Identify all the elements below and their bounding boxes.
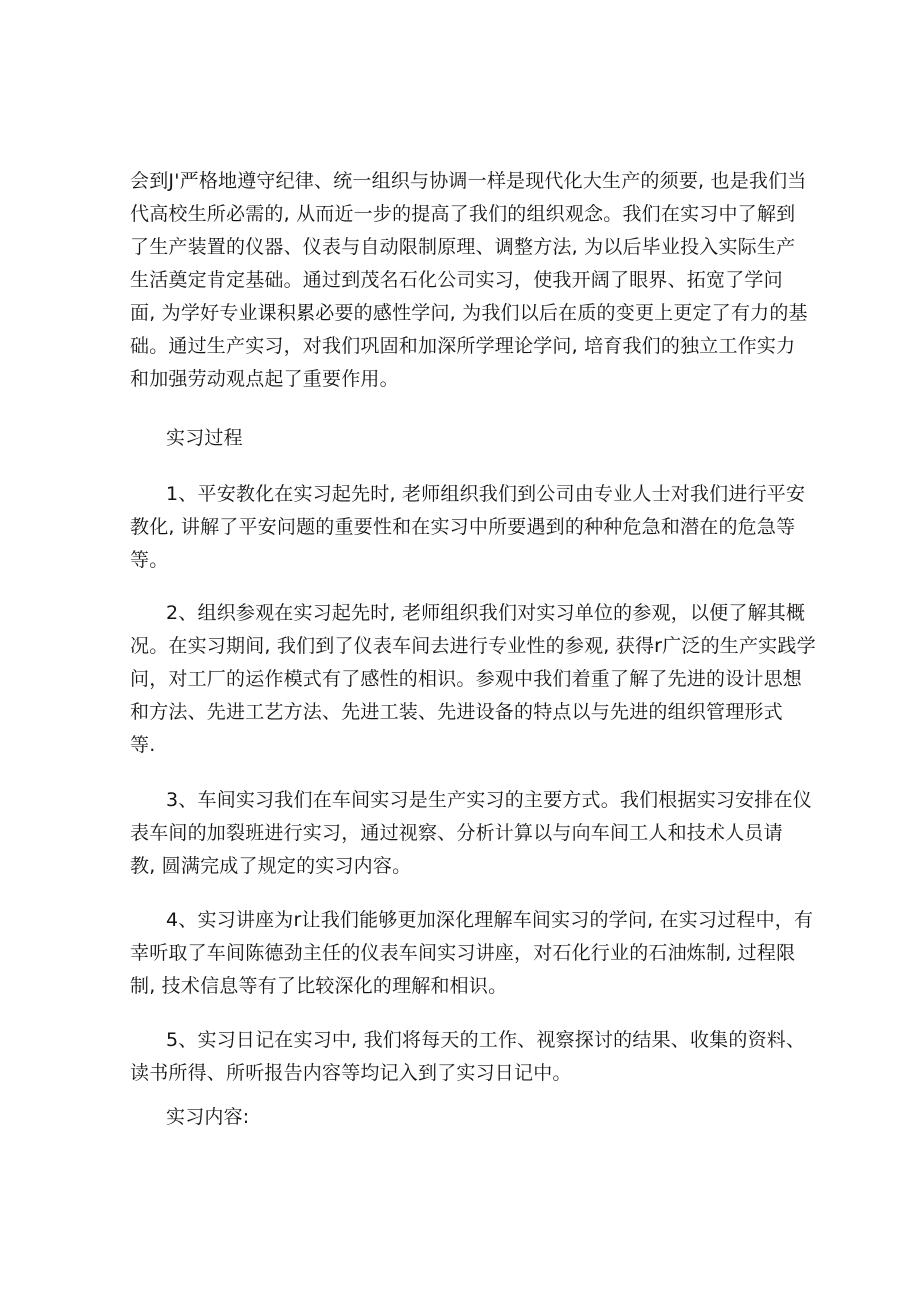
item-4-line: 制, 技术信息等有了比较深化的理解和相识。: [130, 975, 508, 997]
item-3-line: 3、车间实习我们在车间实习是生产实习的主要方式。我们根据实习安排在仪: [166, 789, 812, 811]
item-4-line: 4、实习讲座为r让我们能够更加深化理解车间实习的学问, 在实习过程中，有: [166, 909, 814, 931]
item-1-line: 教化, 讲解了平安问题的重要性和在实习中所要遇到的种种危急和潜在的危急等: [130, 516, 796, 538]
intro-line: 础。通过生产实习，对我们巩固和加深所学理论学问, 培育我们的独立工作实力: [130, 335, 796, 357]
intro-line: 面, 为学好专业课积累必要的感性学问, 为我们以后在质的变更上更定了有力的基: [130, 302, 808, 324]
item-5-line: 读书所得、所听报告内容等均记入到了实习日记中。: [130, 1062, 572, 1084]
item-2-line: 问，对工厂的运作模式有了感性的相识。参观中我们着重了解了先进的设计思想: [130, 668, 803, 690]
item-2-line: 和方法、先进工艺方法、先进工装、先进设备的特点以与先进的组织管理形式: [130, 701, 783, 723]
item-3-line: 表车间的加裂班进行实习，通过视察、分析计算以与向车间工人和技术人员请: [130, 822, 783, 844]
intro-line: 了生产装置的仪器、仪表与自动限制原理、调整方法, 为以后毕业投入实际生产: [130, 236, 796, 258]
item-2-line: 等.: [130, 734, 156, 756]
item-5-line: 5、实习日记在实习中, 我们将每天的工作、视察探讨的结果、收集的资料、: [166, 1029, 806, 1051]
section-heading-content: 实习内容:: [166, 1106, 250, 1128]
item-2-line: 况。在实习期间, 我们到了仪表车间去进行专业性的参观, 获得r广泛的生产实践学: [130, 635, 816, 657]
item-1-line: 等。: [130, 549, 169, 571]
intro-line: 代高校生所必需的, 从而近一步的提高了我们的组织观念。我们在实习中了解到: [130, 203, 796, 225]
item-3-line: 教, 圆满完成了规定的实习内容。: [130, 855, 412, 877]
section-heading-process: 实习过程: [166, 427, 243, 449]
intro-line: 和加强劳动观点起了重要作用。: [130, 368, 399, 390]
intro-line: 生活奠定肯定基础。通过到茂名石化公司实习，使我开阔了眼界、拓宽了学问: [130, 269, 783, 291]
item-4-line: 幸听取了车间陈德劲主任的仪表车间实习讲座，对石化行业的石油炼制, 过程限: [130, 942, 796, 964]
item-1-line: 1、平安教化在实习起先时, 老师组织我们到公司由专业人士对我们进行平安: [166, 483, 806, 505]
item-2-line: 2、组织参观在实习起先时, 老师组织我们对实习单位的参观，以便了解其概: [166, 602, 806, 624]
intro-line: 会到J'严格地遵守纪律、统一组织与协调一样是现代化大生产的须要, 也是我们当: [130, 170, 807, 192]
